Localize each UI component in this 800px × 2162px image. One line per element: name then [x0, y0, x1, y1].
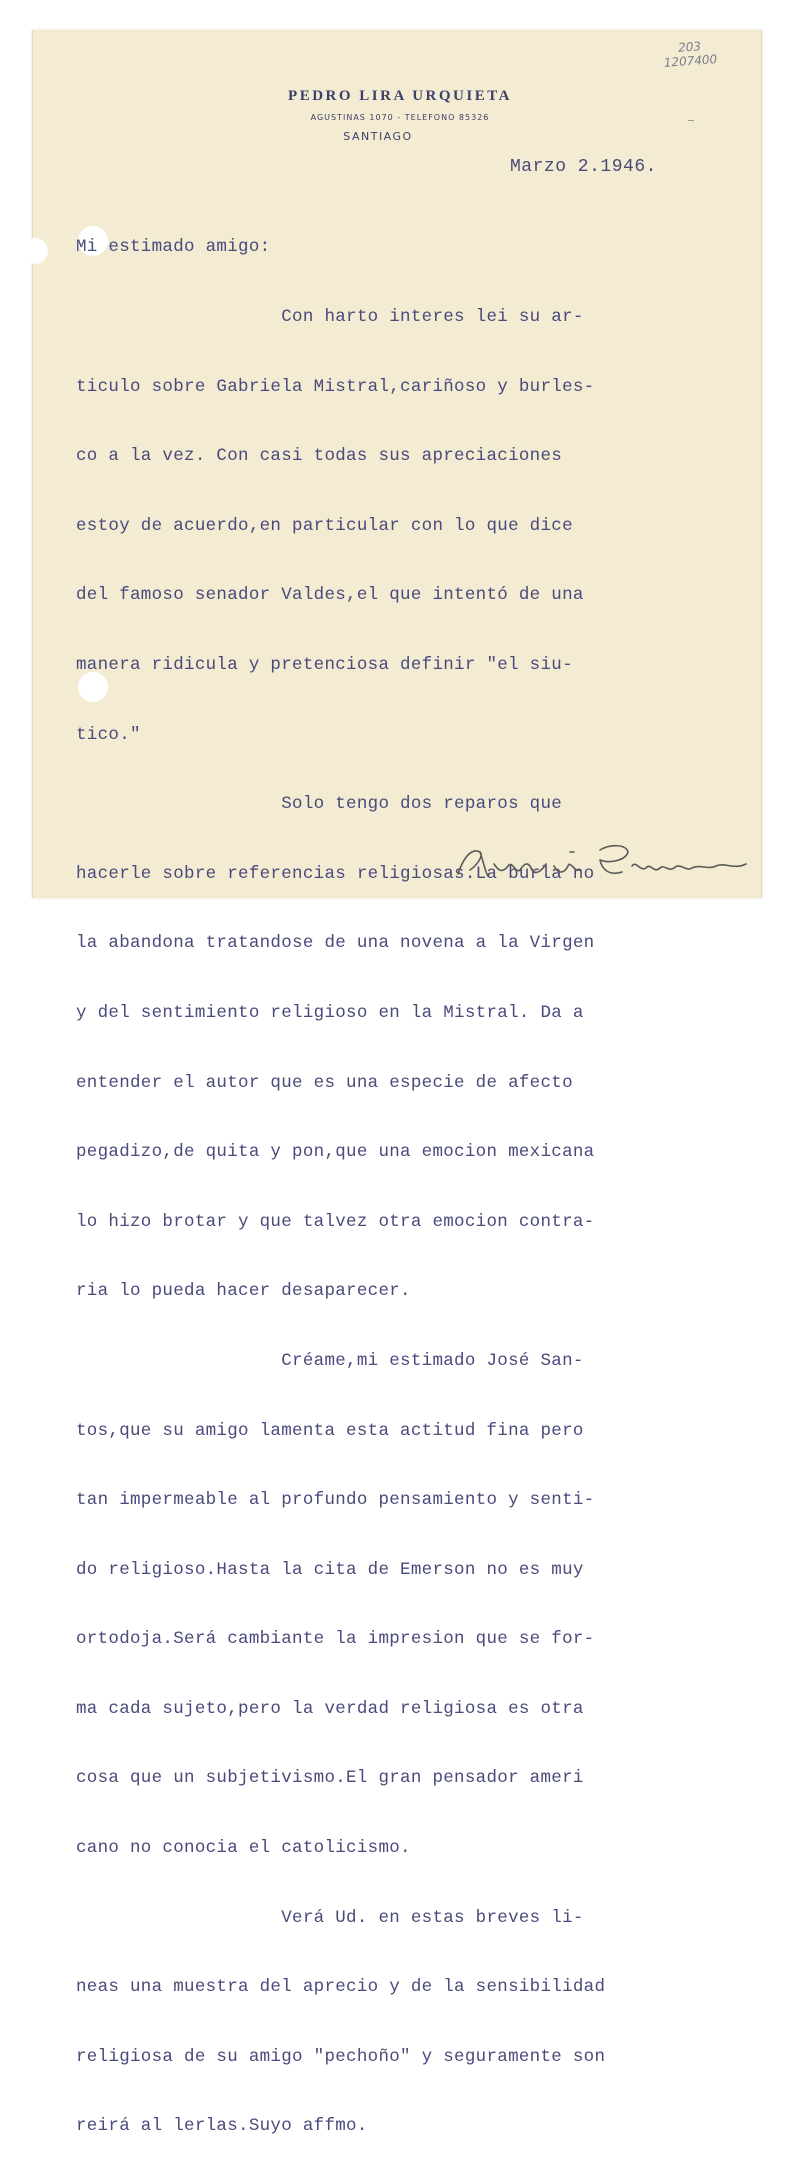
body-line: Verá Ud. en estas breves li-	[76, 1907, 584, 1928]
margin-tick	[688, 120, 694, 121]
body-line: co a la vez. Con casi todas sus apreciaciones	[76, 446, 563, 467]
body-line: Solo tengo dos reparos que	[76, 794, 563, 815]
body-line: lo hizo brotar y que talvez otra emocion contra-	[76, 1211, 595, 1232]
body-line: reirá al lerlas.Suyo affmo.	[76, 2116, 368, 2137]
body-line: Con harto interes lei su ar-	[76, 307, 584, 327]
body-line: cano no conocia el catolicismo.	[76, 1838, 411, 1859]
letter-date: Marzo 2.1946.	[510, 157, 657, 177]
body-line: tos,que su amigo lamenta esta actitud fina pero	[76, 1420, 584, 1441]
body-line: ria lo pueda hacer desaparecer.	[76, 1281, 411, 1302]
body-line: ticulo sobre Gabriela Mistral,cariñoso y burles-	[76, 376, 595, 397]
body-line: estoy de acuerdo,en particular con lo que dice	[76, 515, 573, 536]
letterhead-city: SANTIAGO	[343, 130, 413, 143]
body-line: pegadizo,de quita y pon,que una emocion mexicana	[76, 1142, 595, 1163]
body-line: tan impermeable al profundo pensamiento y senti-	[76, 1490, 595, 1511]
body-line: del famoso senador Valdes,el que intentó de una	[76, 585, 584, 606]
body-line: cosa que un subjetivismo.El gran pensador ameri	[76, 1768, 584, 1789]
letterhead	[200, 88, 600, 143]
punch-hole-edge	[22, 238, 48, 264]
letter-body	[76, 190, 766, 2162]
body-line: Créame,mi estimado José San-	[76, 1350, 584, 1371]
body-line: la abandona tratandose de una novena a la Virgen	[76, 933, 595, 954]
body-line: tico."	[76, 724, 141, 745]
archive-note-line1: 203	[677, 39, 702, 55]
letterhead-address: AGUSTINAS 1070 - TELEFONO 85326	[310, 113, 490, 122]
body-line: do religioso.Hasta la cita de Emerson no es muy	[76, 1559, 584, 1580]
body-line: manera ridicula y pretenciosa definir "el siu-	[76, 654, 573, 675]
handwritten-signature	[450, 830, 760, 890]
archive-note-line2: 1207400	[663, 52, 718, 70]
body-line: neas una muestra del aprecio y de la sensibilidad	[76, 1977, 606, 1998]
body-line: ortodoja.Será cambiante la impresion que se for-	[76, 1629, 595, 1650]
body-line: ma cada sujeto,pero la verdad religiosa es otra	[76, 1698, 584, 1719]
body-line: hacerle sobre referencias religiosas.La burla no	[76, 863, 595, 884]
body-line: y del sentimiento religioso en la Mistral. Da a	[76, 1002, 584, 1023]
body-line: Mi estimado amigo:	[76, 237, 271, 258]
body-line: entender el autor que es una especie de afecto	[76, 1072, 573, 1093]
body-line: religiosa de su amigo "pechoño" y seguramente son	[76, 2046, 606, 2067]
letterhead-name: PEDRO LIRA URQUIETA	[288, 88, 512, 104]
